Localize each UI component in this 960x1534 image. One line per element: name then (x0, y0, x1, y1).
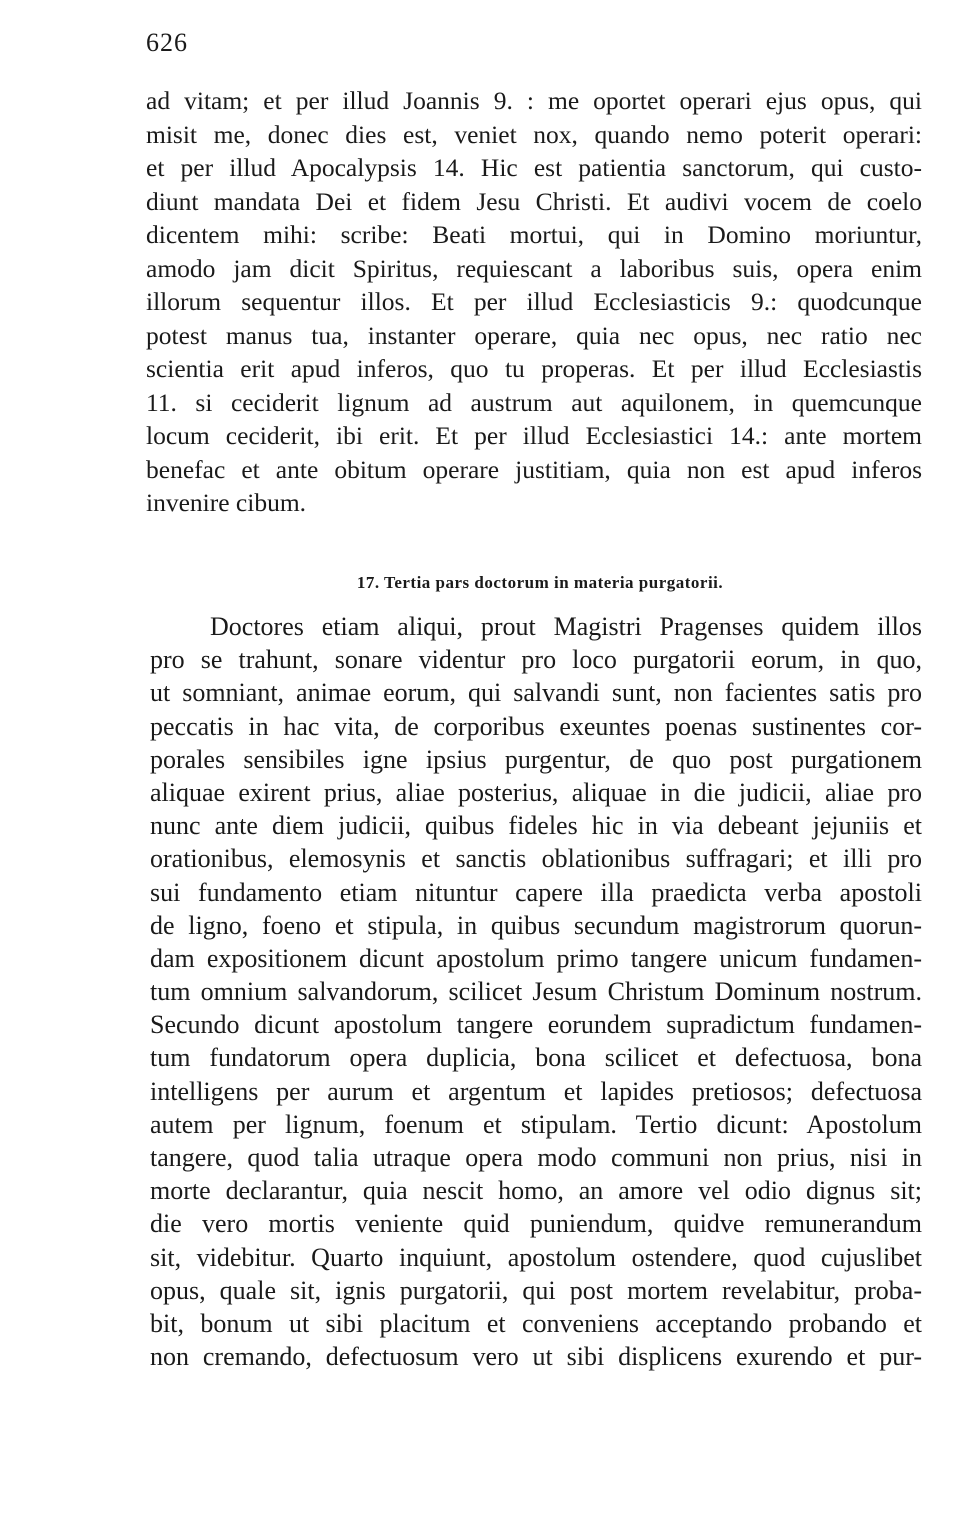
paragraph-1 (146, 84, 922, 520)
text-line: dam expositionem dicunt apostolum primo tangere unicum fundamen- (150, 943, 922, 973)
text-line: tum omnium salvandorum, scilicet Jesum Christum Dominum nostrum. (150, 977, 922, 1007)
text-line: et per illud Apocalypsis 14. Hic est patientia sanctorum, qui custo- (146, 153, 922, 182)
text-line: opus, quale sit, ignis purgatorii, qui post mortem revelabitur, proba- (150, 1275, 922, 1305)
text-line: benefac et ante obitum operare justitiam, quia non est apud inferos (146, 454, 922, 484)
text-line: bit, bonum ut sibi placitum et conveniens acceptando probando et (150, 1308, 922, 1338)
text-line: ut somniant, animae eorum, qui salvandi sunt, non facientes satis pro (150, 678, 922, 708)
text-line: diunt mandata Dei et fidem Jesu Christi. Et audivi vocem de coelo (146, 186, 922, 216)
text-line: de ligno, foeno et stipula, in quibus secundum magistrorum quorun- (150, 910, 922, 940)
text-line: invenire cibum. (146, 488, 307, 517)
text-line: dicentem mihi: scribe: Beati mortui, qui in Domino moriuntur, (146, 220, 922, 249)
paragraph-2 (150, 610, 922, 1373)
text-line: aliquae exirent prius, aliae posterius, aliquae in die judicii, aliae pro (150, 777, 922, 807)
text-line: potest manus tua, instanter operare, quia nec opus, nec ratio nec (146, 320, 922, 350)
text-line: autem per lignum, foenum et stipulam. Tertio dicunt: Apostolum (150, 1109, 922, 1139)
text-line: tum fundatorum opera duplicia, bona scilicet et defectuosa, bona (150, 1043, 922, 1073)
text-line: illorum sequentur illos. Et per illud Ecclesiasticis 9.: quodcunque (146, 287, 922, 316)
text-line: misit me, donec dies est, veniet nox, quando nemo poterit operari: (146, 119, 922, 149)
text-line: ad vitam; et per illud Joannis 9. : me oportet operari ejus opus, qui (146, 86, 922, 115)
text-line: sit, videbitur. Quarto inquiunt, apostolum ostendere, quod cujuslibet (150, 1242, 922, 1272)
text-line: scientia erit apud inferos, quo tu properas. Et per illud Ecclesiastis (146, 354, 922, 383)
text-line: porales sensibiles igne ipsius purgentur, de quo post purgationem (150, 744, 922, 774)
text-line: tangere, quod talia utraque opera modo communi non prius, nisi in (150, 1143, 922, 1172)
page-number: 626 (146, 28, 188, 57)
text-line: locum ceciderit, ibi erit. Et per illud Ecclesiastici 14.: ante mortem (146, 421, 922, 450)
text-line: amodo jam dicit Spiritus, requiescant a laboribus suis, opera enim (146, 253, 922, 283)
text-line: non cremando, defectuosum vero ut sibi displicens exurendo et pur- (150, 1342, 922, 1372)
text-line: intelligens per aurum et argentum et lapides pretiosos; defectuosa (150, 1076, 922, 1106)
text-line: 11. si ceciderit lignum ad austrum aut aquilonem, in quemcunque (146, 387, 922, 417)
text-line: die vero mortis veniente quid puniendum, quidve remunerandum (150, 1209, 922, 1239)
text-line: sui fundamento etiam nituntur capere illa praedicta verba apostoli (150, 877, 922, 907)
text-line: morte declarantur, quia nescit homo, an amore vel odio dignus sit; (150, 1176, 922, 1206)
text-line: pro se trahunt, sonare videntur pro loco purgatorii eorum, in quo, (150, 645, 922, 675)
text-line: Secundo dicunt apostolum tangere eorundem supradictum fundamen- (150, 1010, 922, 1040)
text-line: Doctores etiam aliqui, prout Magistri Pragenses quidem illos (210, 612, 922, 641)
section-heading: 17. Tertia pars doctorum in materia purgatorii. (356, 573, 724, 592)
text-line: orationibus, elemosynis et sanctis oblationibus suffragari; et illi pro (150, 844, 922, 874)
text-line: nunc ante diem judicii, quibus fideles hic in via debeant jejuniis et (150, 811, 922, 841)
text-line: peccatis in hac vita, de corporibus exeuntes poenas sustinentes cor- (150, 711, 922, 741)
